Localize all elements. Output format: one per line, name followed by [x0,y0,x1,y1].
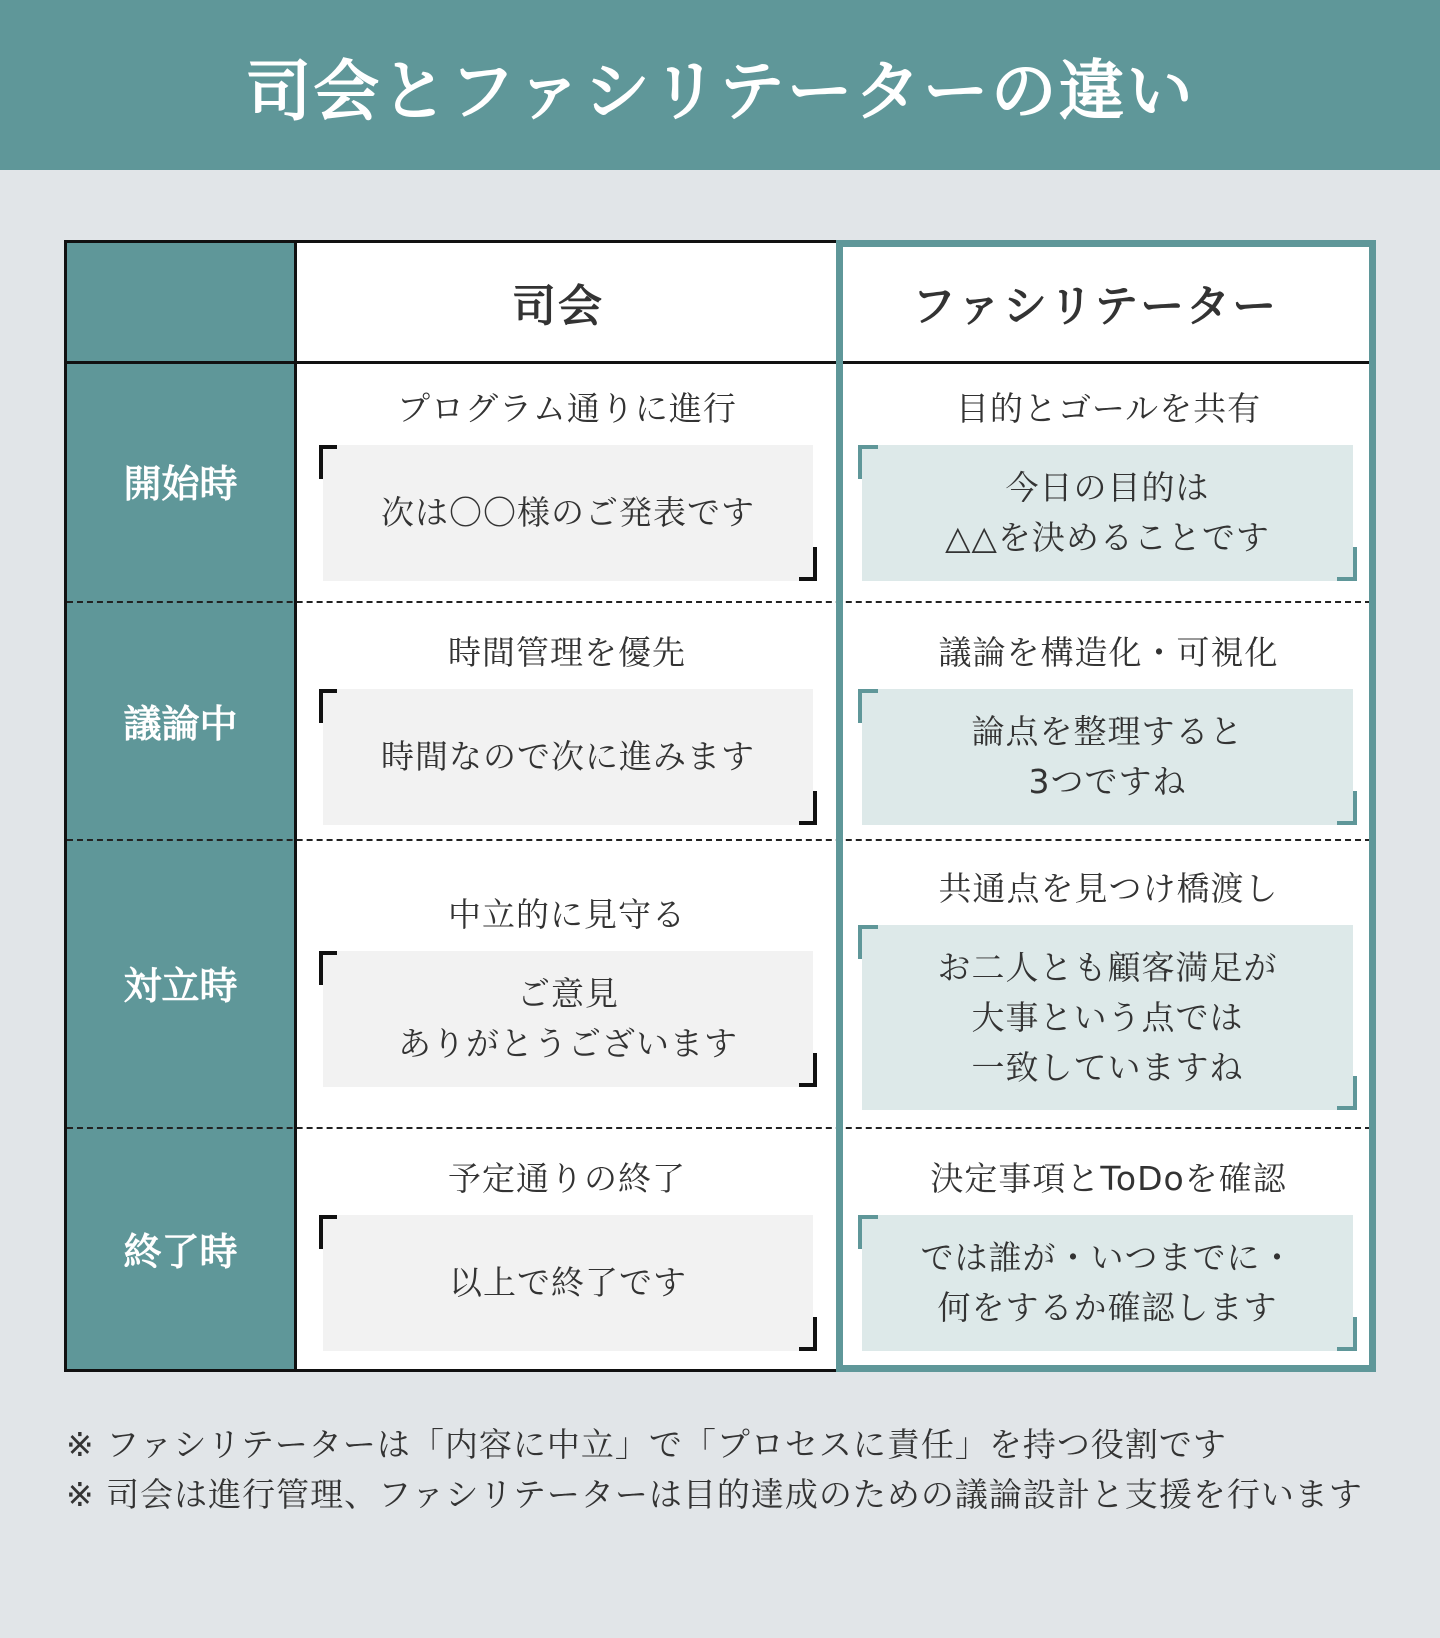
quote-open-mark [319,1215,337,1249]
mc-quote-start: 次は〇〇様のご発表です [323,445,813,581]
facil-quote-discussion: 論点を整理すると 3つですね [862,689,1353,825]
facil-quote-end: では誰が・いつまでに・ 何をするか確認します [862,1215,1353,1351]
quote-close-mark [1337,547,1357,581]
table-header-row [67,243,1371,364]
footnote: ※ ファシリテーターは「内容に中立」で「プロセスに責任」を持つ役割です [66,1425,1227,1464]
facil-head-discussion: 議論を構造化・可視化 [938,633,1279,672]
header-facilitator: ファシリテーター [911,281,1279,332]
mc-head-end: 予定通りの終了 [448,1159,686,1198]
page-title: 司会とファシリテーターの違い [245,52,1195,130]
quote-close-mark [1337,1076,1357,1110]
facil-quote-conflict: お二人とも顧客満足が 大事という点では 一致していますね [862,925,1353,1110]
row-label-end: 終了時 [123,1230,238,1274]
quote-open-mark [858,1215,878,1249]
row-label-start: 開始時 [123,462,238,506]
footnotes [66,1420,1386,1520]
facil-head-conflict: 共通点を見つけ橋渡し [938,869,1279,908]
mc-quote-conflict: ご意見 ありがとうございます [323,951,813,1087]
mc-quote-discussion: 時間なので次に進みます [323,689,813,825]
mc-head-discussion: 時間管理を優先 [448,633,686,672]
quote-open-mark [319,689,337,723]
footnote: ※ 司会は進行管理、ファシリテーターは目的達成のための議論設計と支援を行います [66,1475,1363,1514]
quote-close-mark [799,1317,817,1351]
row-label-discussion: 議論中 [123,702,238,746]
quote-close-mark [1337,791,1357,825]
facil-head-start: 目的とゴールを共有 [955,389,1262,428]
mc-head-start: プログラム通りに進行 [397,389,737,428]
quote-close-mark [799,791,817,825]
quote-close-mark [799,1053,817,1087]
quote-close-mark [1337,1317,1357,1351]
facil-quote-start: 今日の目的は △△を決めることです [862,445,1353,581]
header-mc: 司会 [512,281,604,332]
quote-open-mark [858,689,878,723]
quote-open-mark [319,445,337,479]
quote-open-mark [319,951,337,985]
quote-open-mark [858,445,878,479]
row-label-conflict: 対立時 [123,964,238,1008]
quote-open-mark [858,925,878,959]
title-banner [0,0,1440,170]
mc-head-conflict: 中立的に見守る [448,895,686,934]
comparison-table [64,240,1374,1372]
facil-head-end: 決定事項とToDoを確認 [930,1159,1287,1198]
mc-quote-end: 以上で終了です [323,1215,813,1351]
quote-close-mark [799,547,817,581]
